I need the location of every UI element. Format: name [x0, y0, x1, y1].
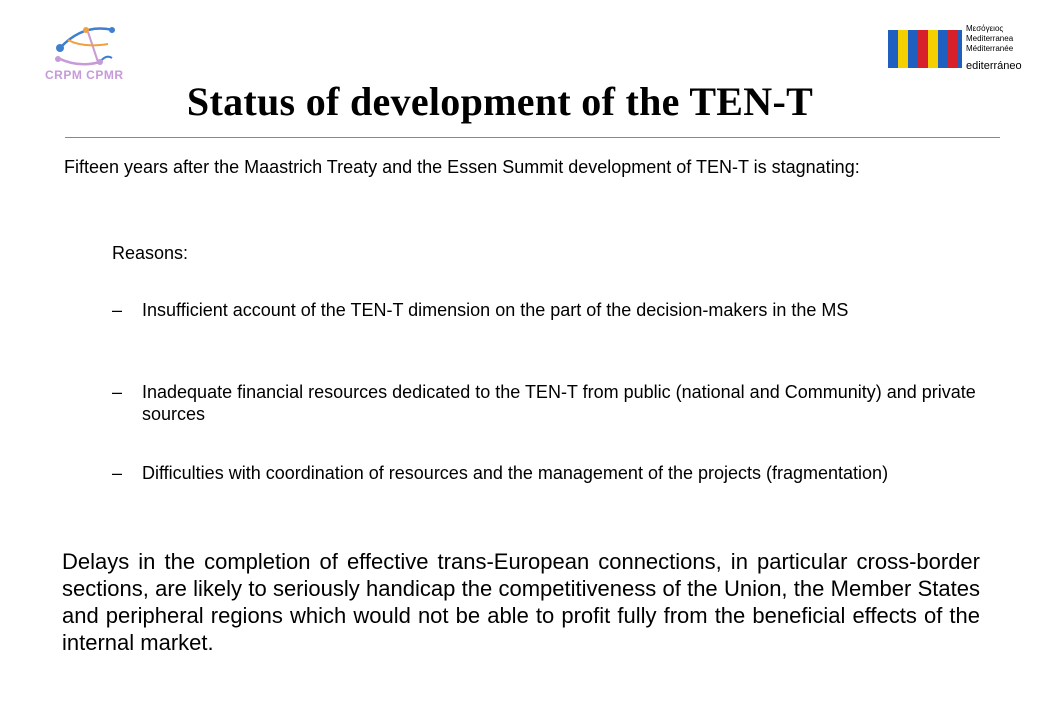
conclusion-paragraph: Delays in the completion of effective trans-European connections, in particular cross-border sections, are likely to seriously handicap the competitiveness of the Union, the Member States and peripheral regions which would not be able to profit fully from the beneficial effects of the internal market. [62, 549, 980, 655]
intermed-logo-word: editerráneo [966, 60, 1022, 72]
reason-text: Inadequate financial resources dedicated to the TEN-T from public (national and Community) and private sources [142, 382, 976, 424]
bullet-dash: – [112, 382, 123, 402]
crpm-logo-text: CRPM CPMR [45, 68, 124, 82]
reason-item [112, 299, 982, 321]
bullet-dash: – [112, 463, 123, 483]
page-title: Status of development of the TEN-T [186, 79, 814, 124]
reasons-label: Reasons: [112, 243, 189, 263]
intro-paragraph: Fifteen years after the Maastrich Treaty and the Essen Summit development of TEN-T is stagnating: [64, 157, 860, 177]
reason-item [112, 462, 982, 484]
reason-text: Insufficient account of the TEN-T dimension on the part of the decision-makers in the MS [142, 300, 849, 320]
intermed-line-3: Méditerranée [966, 44, 1014, 53]
intermed-line-1: Μεσόγειος [966, 24, 1004, 33]
reason-text: Difficulties with coordination of resources and the management of the projects (fragmentation) [142, 463, 889, 483]
bullet-dash: – [112, 300, 123, 320]
title-divider [65, 137, 1000, 138]
reason-item [112, 381, 982, 425]
intermed-line-2: Mediterranea [966, 34, 1014, 43]
intermed-logo-lines [966, 24, 1013, 54]
